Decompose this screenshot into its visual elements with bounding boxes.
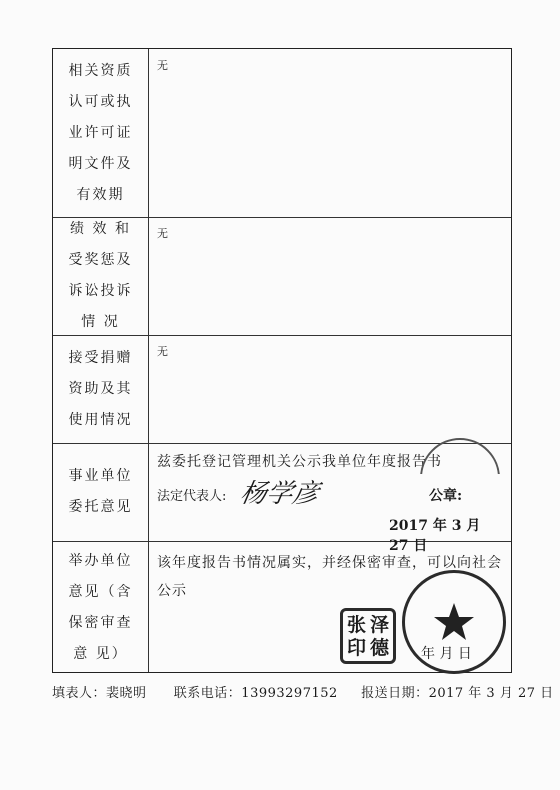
sponsor-date: 年 月 日: [421, 646, 472, 662]
row-donations: [53, 335, 511, 444]
official-round-seal: [402, 570, 506, 674]
seal-char: 泽: [369, 613, 389, 636]
label-line: 明文件及: [68, 155, 133, 172]
label-line: 业许可证: [68, 124, 133, 141]
label-line: 绩 效 和: [70, 221, 131, 237]
report-date: 报送日期：2017 年 3 月 27 日: [361, 686, 554, 701]
label-line: 诉讼投诉: [68, 283, 133, 299]
row-label: [53, 335, 148, 443]
seal-char: 印: [346, 636, 366, 659]
row-label: [53, 49, 148, 217]
row-value: 无: [157, 227, 168, 240]
entrust-statement: 兹委托登记管理机关公示我单位年度报告书: [157, 454, 442, 470]
row-label: [53, 541, 148, 674]
label-line: 保密审查: [68, 614, 133, 631]
label-line: 举办单位: [68, 552, 133, 569]
label-line: 情 况: [81, 314, 120, 330]
contact-phone: 联系电话：13993297152: [173, 686, 338, 701]
row-performance: [53, 217, 511, 336]
entrust-date: 2017 年 3 月 27 日: [389, 518, 481, 554]
row-label: [53, 217, 148, 335]
label-line: 相关资质: [68, 62, 133, 79]
label-line: 接受捐赠: [68, 349, 133, 366]
row-qualifications: [53, 49, 511, 218]
label-line: 使用情况: [68, 411, 133, 428]
label-line: 受奖惩及: [68, 252, 133, 268]
seal-char: 张: [346, 613, 366, 636]
legal-rep-signature: 杨学彦: [237, 479, 322, 509]
row-label: [53, 443, 148, 541]
label-line: 事业单位: [68, 468, 133, 484]
legal-rep-label: 法定代表人:: [157, 489, 227, 504]
seal-label: 公章:: [429, 488, 463, 504]
label-line: 认可或执: [68, 93, 133, 110]
personal-seal-stamp: [340, 608, 396, 664]
label-line: 委托意见: [68, 499, 133, 515]
sponsor-opinion-line: 公示: [157, 583, 187, 599]
form-footer: [52, 682, 554, 701]
row-value: 无: [157, 59, 168, 72]
label-line: 意见（含: [68, 583, 133, 600]
label-line: 意 见）: [73, 645, 128, 662]
filler-name: 填表人：裴晓明: [52, 686, 147, 701]
seal-char: 德: [369, 636, 389, 659]
seal-star-icon: [405, 573, 503, 671]
label-line: 资助及其: [68, 380, 133, 397]
label-line: 有效期: [76, 186, 125, 203]
row-value: 无: [157, 345, 168, 358]
sponsor-opinion-line: 该年度报告书情况属实，并经保密审查，可以向社会: [157, 555, 502, 571]
